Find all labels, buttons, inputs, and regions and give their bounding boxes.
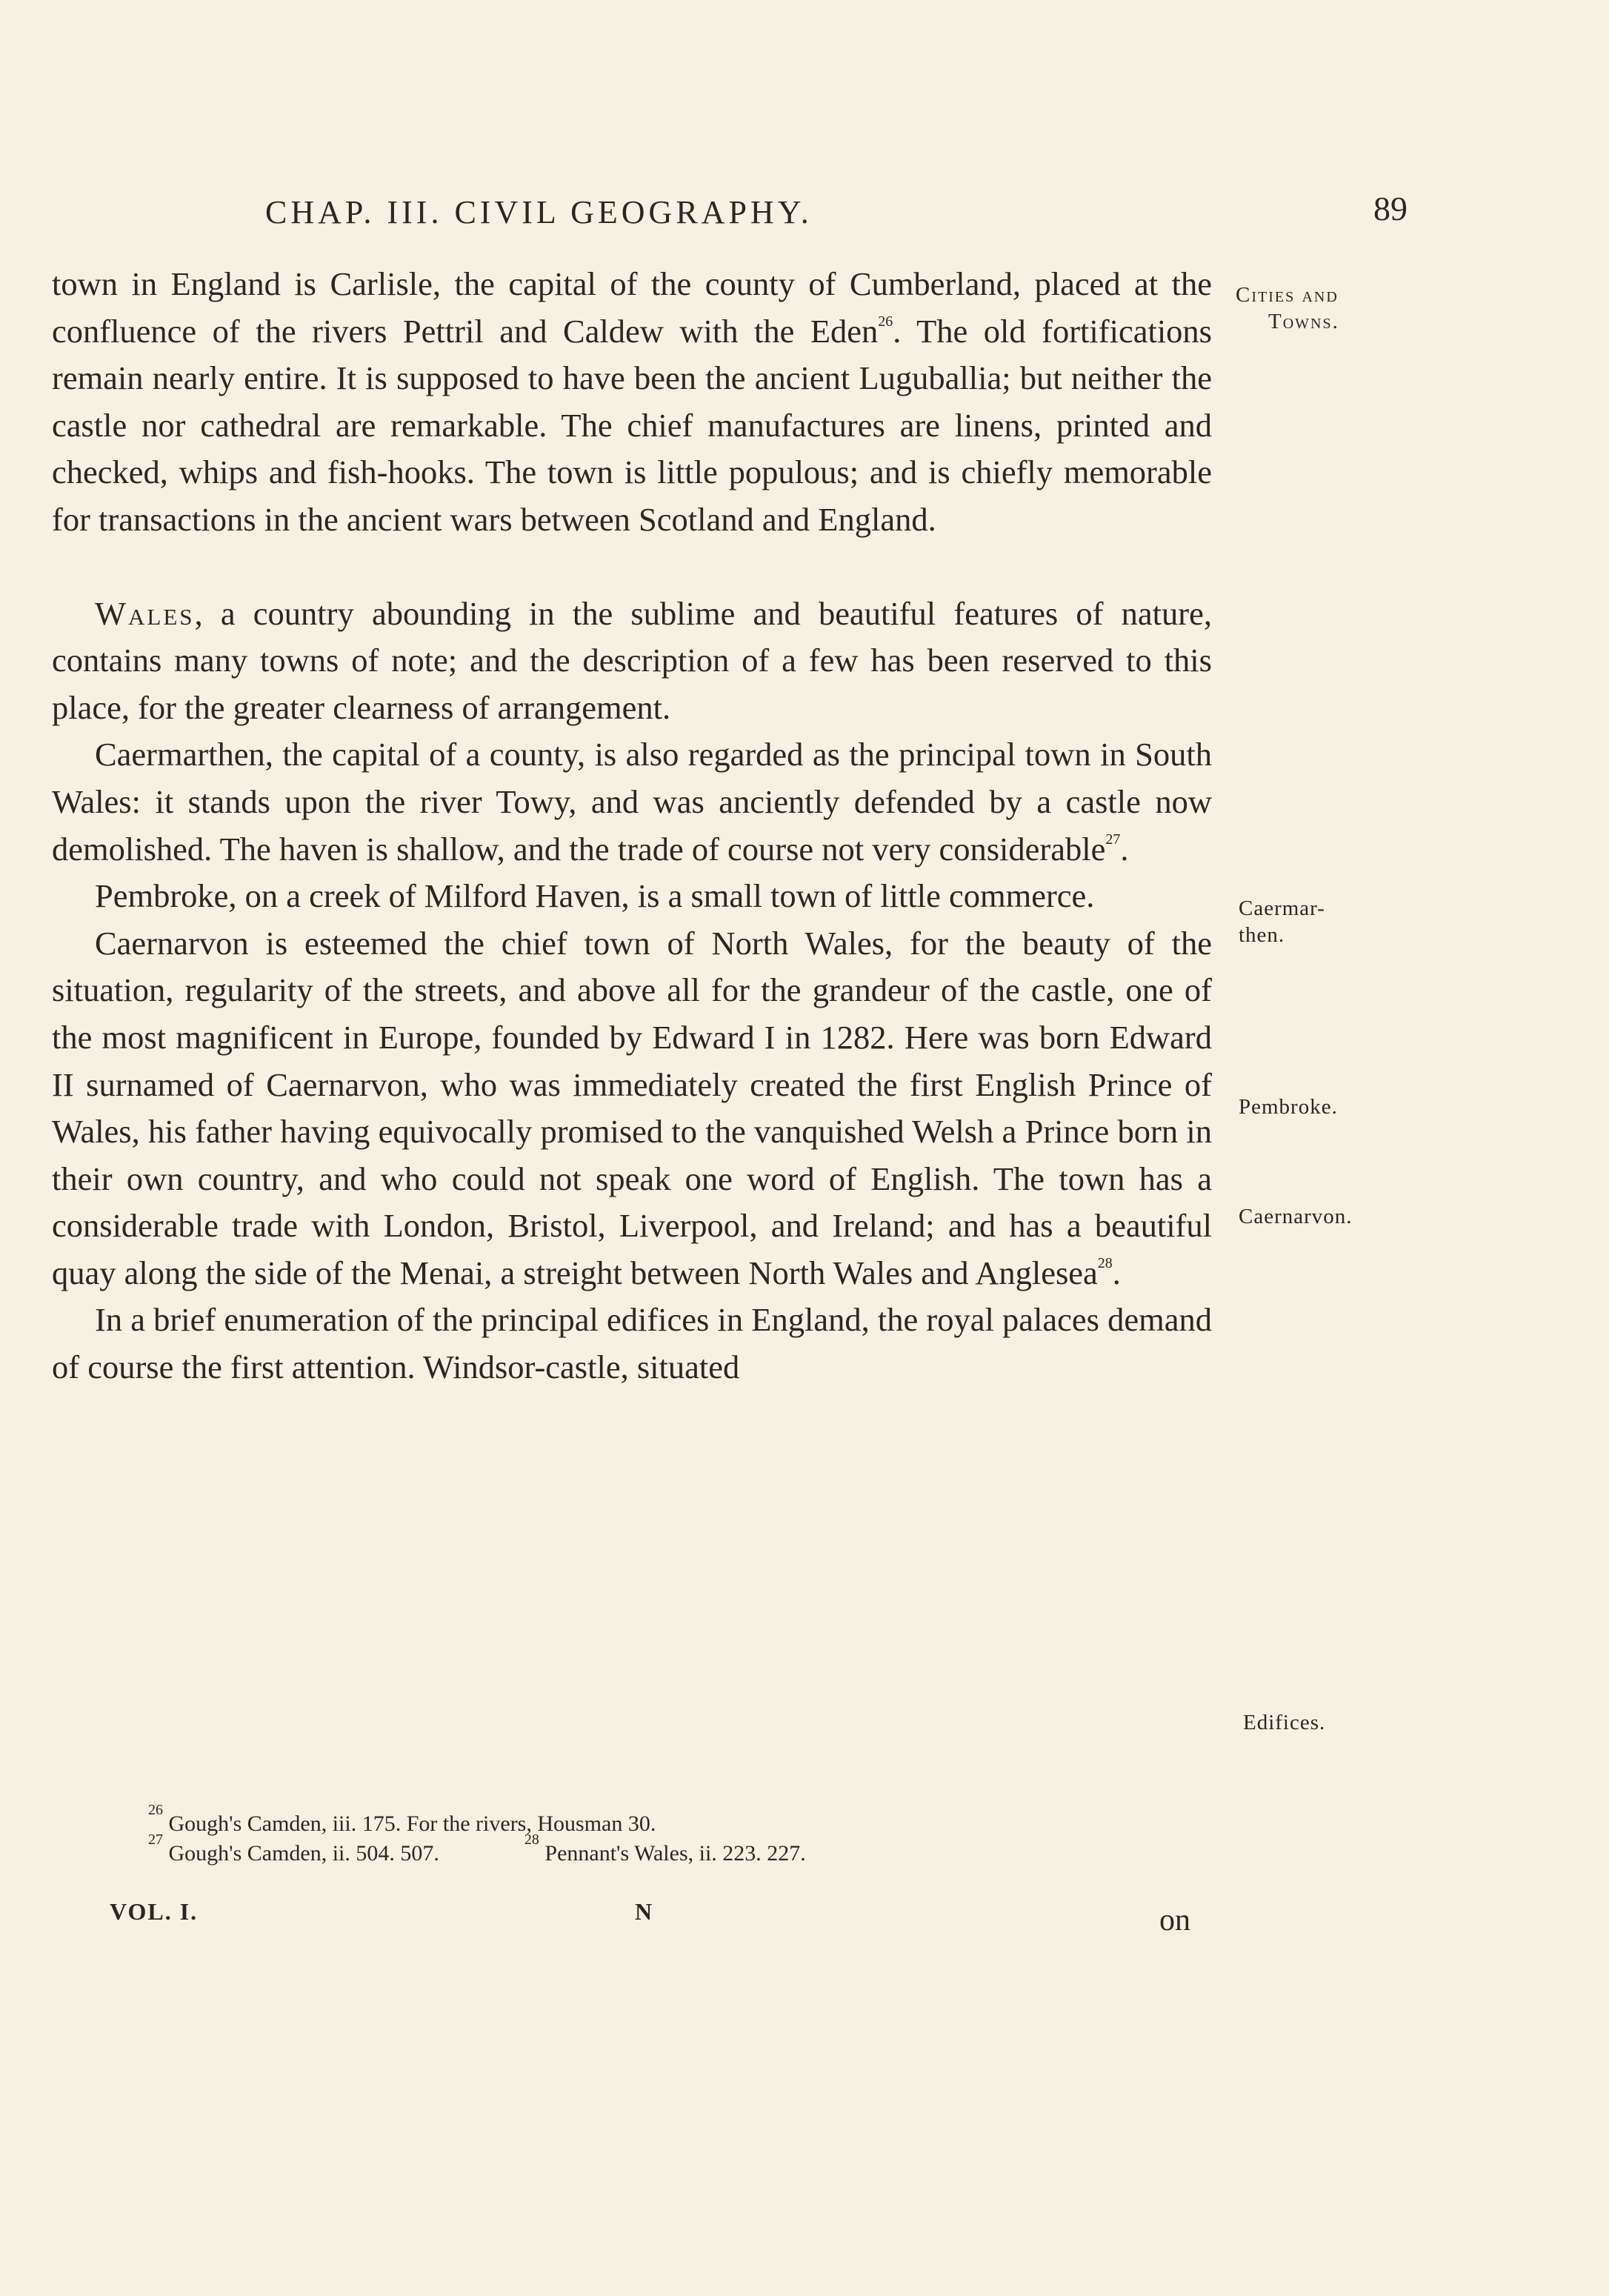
marginal-note-line: Towns. xyxy=(1268,310,1339,333)
footnote-26 xyxy=(148,1802,1185,1839)
footnotes xyxy=(148,1802,1185,1869)
paragraph-caermarthen xyxy=(52,731,1212,873)
footnote-text: Gough's Camden, ii. 504. 507. xyxy=(168,1841,439,1866)
paragraph-pembroke xyxy=(52,873,1212,920)
paragraph-text: Pembroke, on a creek of Milford Haven, is a small town of little commerce. xyxy=(95,877,1095,915)
paragraph-text: Caermarthen, the capital of a county, is also regarded as the principal town in South Wales: it stands upon the river Towy, and was anciently defended by a castle now demolished. The haven is shallow, and the trade of course not very considerable xyxy=(52,736,1212,868)
catchword: on xyxy=(1159,1903,1190,1937)
chapter-title: CHAP. III. CIVIL GEOGRAPHY. xyxy=(265,194,813,230)
marginal-note-edifices xyxy=(1243,1709,1325,1736)
paragraph-text: Caernarvon is esteemed the chief town of North Wales, for the beauty of the situation, regularity of the streets, and above all for the grandeur of the castle, one of the most magnificent in Europe, founded by Edward I in 1282. Here was born Edward II surnamed of Caernarvon, who was immediately created the first English Prince of Wales, his father having equivocally promised to the vanquished Welsh a Prince born in their own country, and who could not speak one word of English. The town has a considerable trade with London, Bristol, Liverpool, and Ireland; and has a beautiful quay along the side of the Menai, a streight between North Wales and Anglesea xyxy=(52,924,1212,1291)
paragraph-caernarvon xyxy=(52,920,1212,1297)
marginal-note-line: then. xyxy=(1239,923,1285,947)
paragraph-text: , a country abounding in the sublime and beautiful features of nature, contains many towns of note; and the description of a few has been reserved to this place, for the greater clearness of arrangement. xyxy=(52,594,1212,726)
marginal-note-line: Pembroke. xyxy=(1239,1095,1338,1119)
marginal-note-pembroke xyxy=(1239,1094,1338,1120)
lead-word: Wales xyxy=(95,594,195,632)
running-header xyxy=(52,189,1408,241)
paragraph-text: . xyxy=(1112,1254,1121,1291)
paragraph-carlisle xyxy=(52,261,1212,544)
marginal-note-line: Caernarvon. xyxy=(1239,1205,1353,1228)
paragraph-text: . xyxy=(1120,830,1129,868)
page-number: 89 xyxy=(1373,190,1408,227)
paragraph-text: town in England is Carlisle, the capital of the county of Cumberland, placed at the confluence of the rivers Pettril and Caldew with the Eden xyxy=(52,265,1212,350)
paragraph-text: . The old fortifications remain nearly entire. It is supposed to have been the ancient Luguballia; but neither the castle nor cathedral are remarkable. The chief manufactures are linens, printed and checked, whips and fish-hooks. The town is little populous; and is chiefly memorable for transactions in the ancient wars between Scotland and England. xyxy=(52,312,1213,538)
main-text xyxy=(52,261,1212,1391)
footnote-text: Pennant's Wales, ii. 223. 227. xyxy=(544,1841,806,1866)
paragraph-edifices xyxy=(52,1297,1212,1391)
marginal-note-caernarvon xyxy=(1239,1203,1353,1230)
footnote-text: Gough's Camden, iii. 175. For the rivers, Housman 30. xyxy=(168,1811,656,1836)
marginal-note-caermarthen xyxy=(1239,895,1325,948)
paragraph-text: In a brief enumeration of the principal edifices in England, the royal palaces demand of course the first attention. Windsor-castle, situated xyxy=(52,1301,1212,1386)
footnote-ref: 27 xyxy=(1105,831,1121,848)
marginal-note-cities xyxy=(1236,282,1339,335)
footnote-mark: 27 xyxy=(148,1831,163,1848)
paragraph-wales xyxy=(52,590,1212,732)
marginal-note-line: Cities and xyxy=(1236,283,1339,307)
footnote-27-28 xyxy=(148,1831,1185,1869)
signature-mark: N xyxy=(635,1898,653,1925)
footnote-mark: 26 xyxy=(148,1802,163,1818)
footnote-ref: 26 xyxy=(878,313,893,330)
volume-mark: VOL. I. xyxy=(110,1898,199,1925)
footnote-mark: 28 xyxy=(524,1831,539,1848)
marginal-note-line: Edifices. xyxy=(1243,1711,1326,1734)
footnote-ref: 28 xyxy=(1097,1254,1113,1271)
marginal-note-line: Caermar- xyxy=(1239,896,1325,920)
